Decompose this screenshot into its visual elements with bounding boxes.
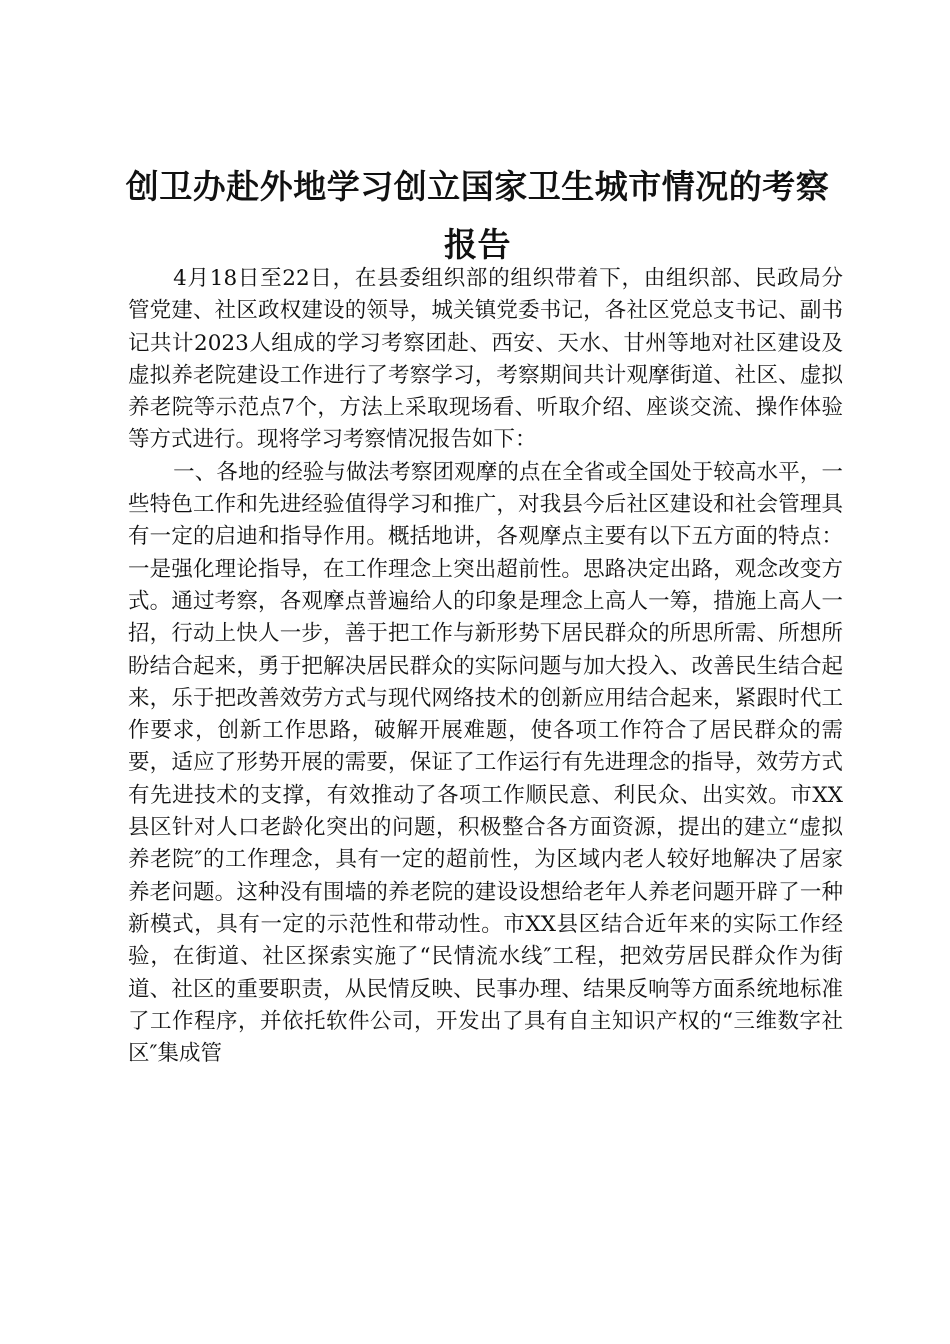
paragraph-intro: 4月18日至22日，在县委组织部的组织带着下，由组织部、民政局分管党建、社区政权建设的领导，城关镇党委书记，各社区党总支书记、副书记共计2023人组成的学习考察团赴、西安、天水、甘州等地对社区建设及虚拟养老院建设工作进行了考察学习，考察期间共计观摩街道、社区、虚拟养老院等示范点7个，方法上采取现场看、听取介绍、座谈交流、操作体验等方式进行。现将学习考察情况报告如下： [128,266,843,453]
document-title: 创卫办赴外地学习创立国家卫生城市情况的考察报告 [125,167,830,264]
paragraph-section-one: 一、各地的经验与做法考察团观摩的点在全省或全国处于较高水平，一些特色工作和先进经验值得学习和推广，对我县今后社区建设和社会管理具有一定的启迪和指导作用。概括地讲，各观摩点主要有以下五方面的特点：一是强化理论指导，在工作理念上突出超前性。思路决定出路，观念改变方式。通过考察，各观摩点普遍给人的印象是理念上高人一筹，措施上高人一招，行动上快人一步，善于把工作与新形势下居民群众的所思所需、所想所盼结合起来，勇于把解决居民群众的实际问题与加大投入、改善民生结合起来，乐于把改善效劳方式与现代网络技术的创新应用结合起来，紧跟时代工作要求，创新工作思路，破解开展难题，使各项工作符合了居民群众的需要，适应了形势开展的需要，保证了工作运行有先进理念的指导，效劳方式有先进技术的支撑，有效推动了各项工作顺民意、利民众、出实效。市XX县区针对人口老龄化突出的问题，积极整合各方面资源，提出的建立“虚拟养老院″的工作理念，具有一定的超前性，为区域内老人较好地解决了居家养老问题。这种没有围墙的养老院的建设设想给老年人养老问题开辟了一种新模式，具有一定的示范性和带动性。市XX县区结合近年来的实际工作经验，在街道、社区探索实施了“民情流水线″工程，把效劳居民群众作为街道、社区的重要职责，从民情反映、民事办理、结果反响等方面系统地标准了工作程序，并依托软件公司，开发出了具有自主知识产权的“三维数字社区″集成管 [128,459,843,1067]
document-body [128,263,843,1070]
